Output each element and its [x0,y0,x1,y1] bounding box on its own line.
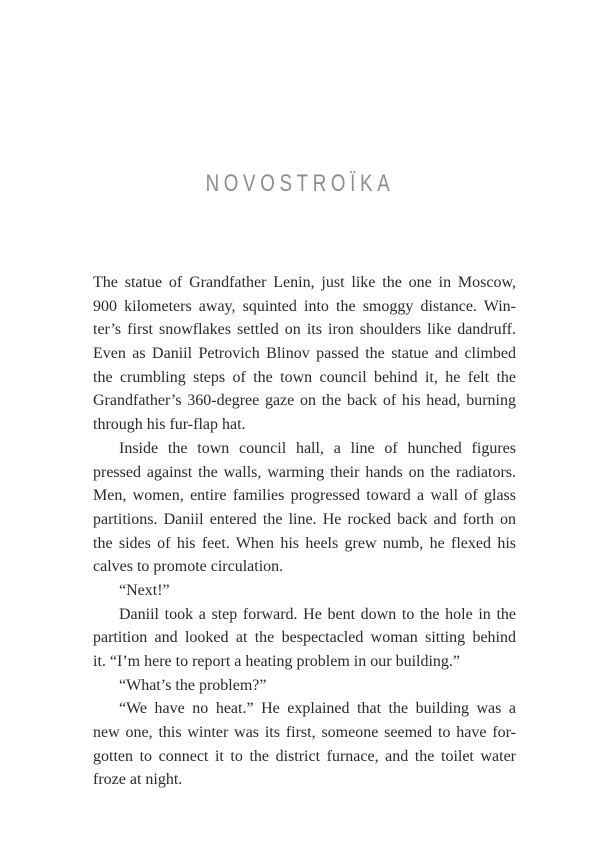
text-line: “What’s the problem?” [119,676,267,694]
text-line: it. “I’m here to report a heating problem in our building.” [93,653,460,670]
body-text [93,271,516,792]
text-line: partition and looked at the bespectacled woman sitting behind [93,629,516,647]
paragraph [93,437,516,579]
text-line: the sides of his feet. When his heels grew numb, he flexed his [93,534,516,552]
text-line: Inside the town council hall, a line of hunched figures [119,439,516,457]
text-line: 900 kilometers away, squinted into the smoggy distance. Win- [93,297,516,315]
text-line: The statue of Grandfather Lenin, just like the one in Moscow, [93,274,516,291]
paragraph [93,697,516,792]
paragraph [93,271,516,437]
text-line: “Next!” [119,581,170,599]
text-line: Grandfather’s 360-degree gaze on the back of his head, burning [93,392,516,410]
text-line: Even as Daniil Petrovich Blinov passed the statue and climbed [93,345,516,363]
text-line: the crumbling steps of the town council behind it, he felt the [93,368,516,386]
text-line: Men, women, entire families progressed toward a wall of glass [93,487,516,505]
text-line: froze at night. [93,771,183,789]
text-line: partitions. Daniil entered the line. He rocked back and forth on [93,510,516,528]
paragraph [93,674,516,698]
text-line: ter’s first snowflakes settled on its iron shoulders like dandruff. [93,321,516,339]
paragraph [93,603,516,674]
text-line: through his fur-flap hat. [93,416,246,434]
chapter-title: NOVOSTROÏKA [205,170,395,197]
text-line: “We have no heat.” He explained that the building was a [119,700,516,718]
paragraph [93,579,516,603]
text-line: Daniil took a step forward. He bent down to the hole in the [119,605,516,623]
text-line: new one, this winter was its first, someone seemed to have for- [93,724,516,742]
text-line: calves to promote circulation. [93,558,284,576]
text-line: gotten to connect it to the district furnace, and the toilet water [93,747,516,765]
text-line: pressed against the walls, warming their hands on the radiators. [93,463,516,481]
